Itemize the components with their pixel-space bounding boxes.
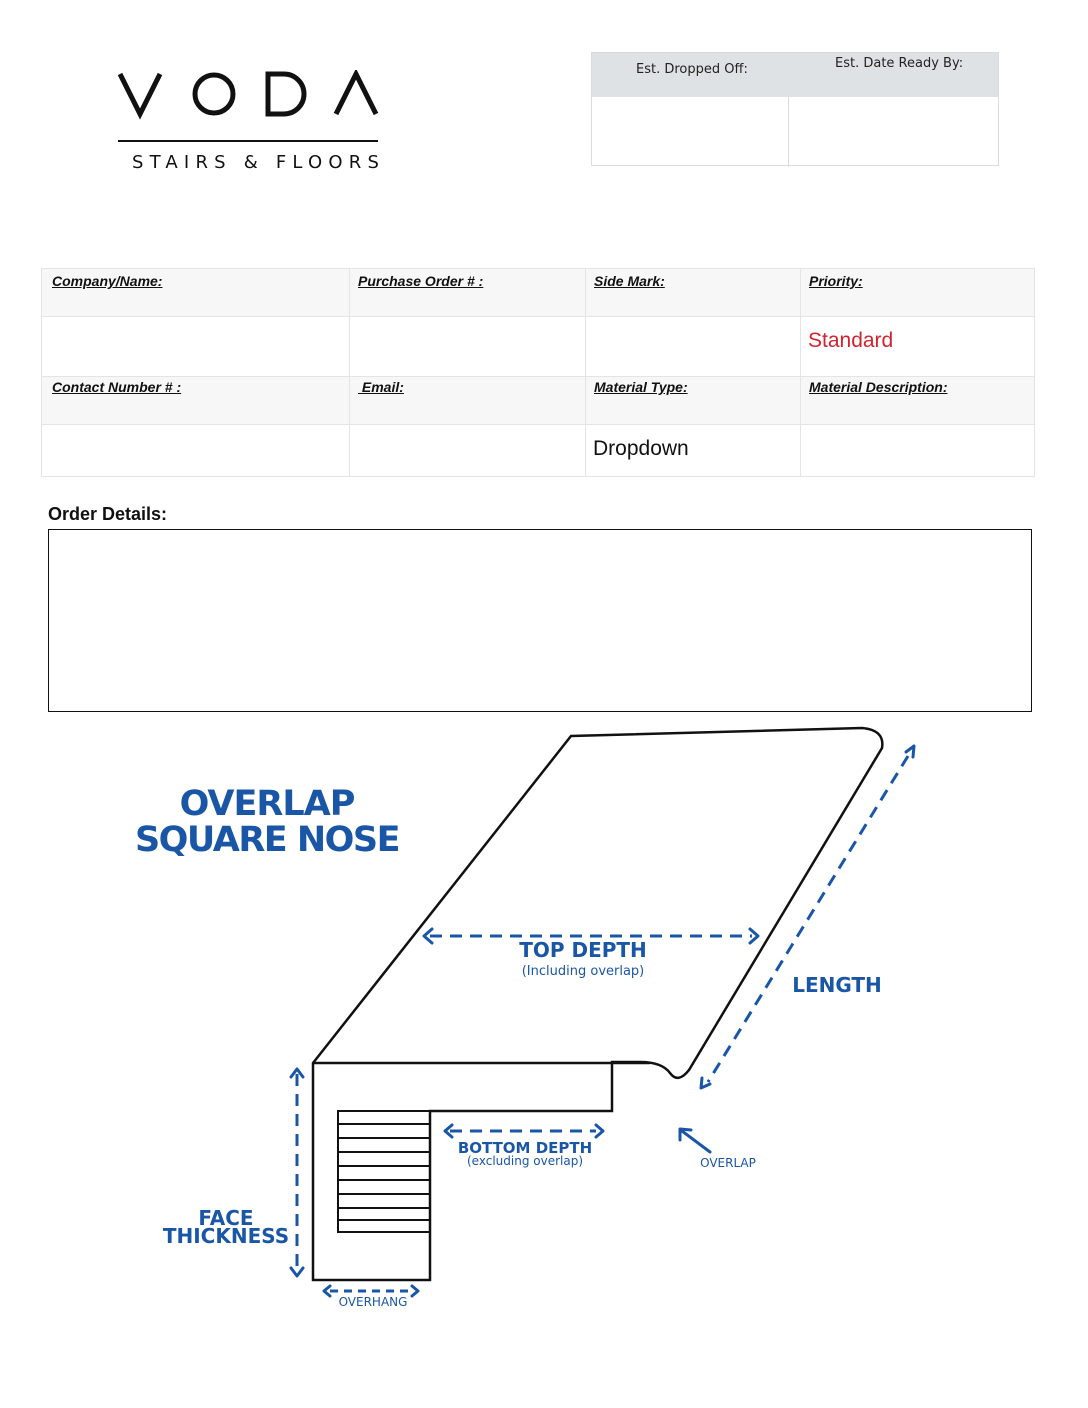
dropped-off-label: Est. Dropped Off: <box>636 62 748 77</box>
order-details-textarea[interactable] <box>48 529 1032 712</box>
dropped-off-field[interactable] <box>592 97 788 166</box>
top-depth-note: (Including overlap) <box>521 964 645 979</box>
bottom-depth-note: (excluding overlap) <box>466 1154 584 1168</box>
face-label-line1: FACE <box>198 1206 254 1230</box>
stair-nose-diagram <box>0 715 1088 1335</box>
length-arrow <box>708 756 908 1082</box>
email-label: Email: <box>358 379 404 395</box>
form-line <box>42 316 1034 317</box>
company-name-label: Company/Name: <box>52 273 163 289</box>
bottom-depth-label: BOTTOM DEPTH <box>457 1139 593 1157</box>
contact-number-field[interactable] <box>52 436 342 472</box>
date-box <box>591 52 999 166</box>
form-header-row-1 <box>42 269 1034 316</box>
priority-label: Priority: <box>809 273 863 289</box>
email-field[interactable] <box>358 436 578 472</box>
overlap-label: OVERLAP <box>700 1156 756 1170</box>
overhang-label: OVERHANG <box>338 1295 408 1309</box>
diagram-title-line1: OVERLAP <box>179 784 355 824</box>
material-type-select[interactable]: Dropdown <box>593 437 689 460</box>
form-line <box>42 424 1034 425</box>
order-form-table <box>41 268 1035 477</box>
riser-lines <box>338 1124 430 1220</box>
brand-tagline: STAIRS & FLOORS <box>132 152 386 173</box>
top-depth-label: TOP DEPTH <box>519 938 647 962</box>
material-description-label: Material Description: <box>809 379 948 395</box>
tread-outline <box>313 728 882 1280</box>
side-mark-label: Side Mark: <box>594 273 665 289</box>
ready-by-field[interactable] <box>789 97 999 166</box>
diagram-title-line2: SQUARE NOSE <box>134 820 400 860</box>
face-label-line2: THICKNESS <box>162 1224 290 1248</box>
material-type-label: Material Type: <box>594 379 688 395</box>
order-details-label: Order Details: <box>48 504 168 524</box>
form-line <box>585 269 586 476</box>
company-name-field[interactable] <box>52 329 342 369</box>
overlap-arrow <box>682 1131 710 1152</box>
ready-by-label: Est. Date Ready By: <box>835 56 964 71</box>
side-mark-field[interactable] <box>594 329 794 369</box>
brand-logo <box>118 70 386 173</box>
form-line <box>800 269 801 476</box>
length-label: LENGTH <box>792 973 882 997</box>
purchase-order-label: Purchase Order # : <box>358 273 484 289</box>
riser-box <box>338 1111 430 1232</box>
voda-wordmark <box>118 70 380 122</box>
contact-number-label: Contact Number # : <box>52 379 182 395</box>
purchase-order-field[interactable] <box>358 329 578 369</box>
logo-rule <box>118 140 378 142</box>
priority-select[interactable]: Standard <box>808 329 894 352</box>
form-line <box>42 376 1034 377</box>
material-description-field[interactable] <box>809 436 1029 472</box>
form-line <box>349 269 350 476</box>
